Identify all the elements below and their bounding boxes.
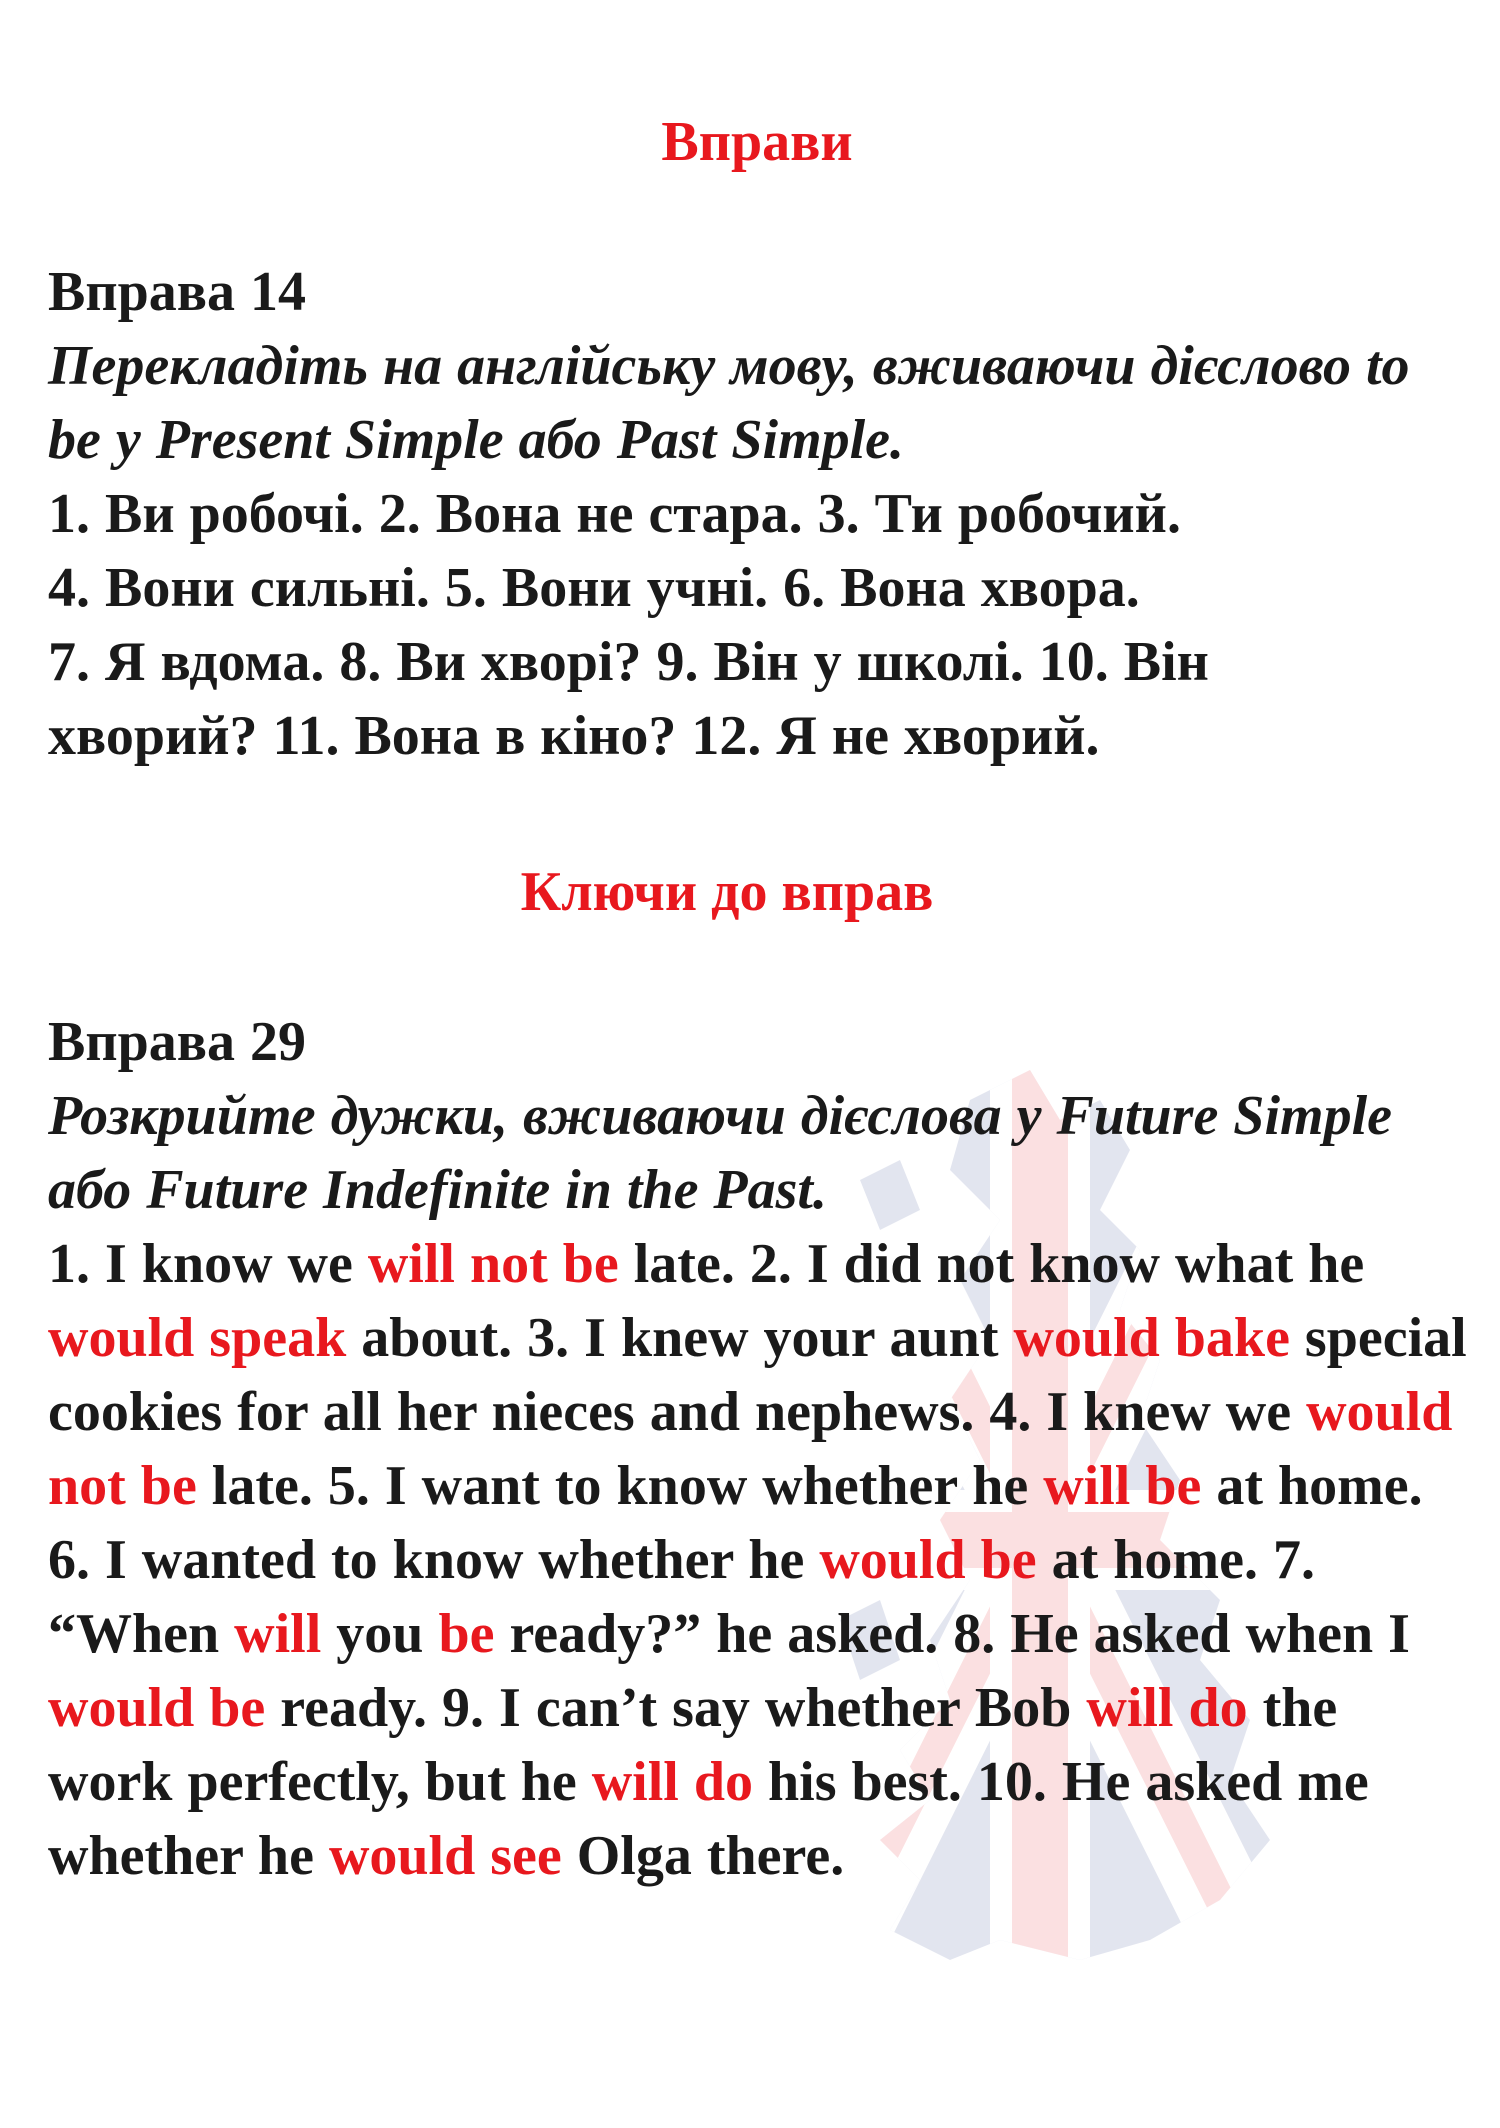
answer-verb-highlight: would bake: [1013, 1307, 1290, 1369]
exercise-29-instruction: Розкрийте дужки, вживаючи дієслова у Future Simple або Future Indefinite in the Past.: [48, 1085, 1392, 1221]
answer-text: ready. 9. I can’t say whether Bob: [265, 1677, 1087, 1739]
exercise-14-instruction: Перекладіть на англійську мову, вживаючи дієслово to be у Present Simple або Past Simple.: [48, 335, 1410, 471]
exercise-14-line: 4. Вони сильні. 5. Вони учні. 6. Вона хвора.: [48, 557, 1140, 619]
answer-verb-highlight: will do: [1086, 1677, 1248, 1739]
exercise-29: [48, 1005, 1468, 1893]
answer-verb-highlight: will not be: [367, 1233, 619, 1295]
page-title: Вправи: [661, 111, 853, 173]
exercise-14-title: Вправа 14: [48, 261, 307, 323]
exercise-14-line: 1. Ви робочі. 2. Вона не стара. 3. Ти робочий.: [48, 483, 1181, 545]
exercise-29-title: Вправа 29: [48, 1011, 307, 1073]
answer-text: special cookies for all her nieces and nephews. 4. I knew we: [48, 1307, 1467, 1443]
answer-text: you: [321, 1603, 439, 1665]
exercise-14-line: хворий? 11. Вона в кіно? 12. Я не хворий.: [48, 705, 1100, 767]
exercise-14: [48, 255, 1468, 773]
answer-verb-highlight: would speak: [48, 1307, 347, 1369]
answer-verb-highlight: will be: [1043, 1455, 1202, 1517]
answer-verb-highlight: would not be: [48, 1381, 1453, 1517]
answer-verb-highlight: would see: [328, 1825, 562, 1887]
answer-text: at home. 6. I wanted to know whether he: [48, 1455, 1423, 1591]
exercise-29-answers: [48, 1227, 1468, 1893]
answer-verb-highlight: would be: [48, 1677, 266, 1739]
answer-text: the work perfectly, but he: [48, 1677, 1338, 1813]
exercise-14-line: 7. Я вдома. 8. Ви хворі? 9. Він у школі. 10. Він: [48, 631, 1209, 693]
answer-text: Olga there.: [561, 1825, 845, 1887]
answer-text: late. 5. I want to know whether he: [196, 1455, 1044, 1517]
answer-text: at home. 7. “When: [48, 1529, 1315, 1665]
answer-text: his best. 10. He asked me whether he: [48, 1751, 1369, 1887]
answer-text: late. 2. I did not know what he: [618, 1233, 1365, 1295]
answer-verb-highlight: would be: [819, 1529, 1037, 1591]
answer-verb-highlight: be: [438, 1603, 495, 1665]
answer-verb-highlight: will do: [591, 1751, 753, 1813]
answer-text: ready?” he asked. 8. He asked when I: [494, 1603, 1410, 1665]
keys-heading: Ключи до вправ: [520, 861, 934, 923]
answer-text: 1. I know we: [48, 1233, 368, 1295]
answer-verb-highlight: will: [234, 1603, 322, 1665]
answer-text: about. 3. I knew your aunt: [346, 1307, 1014, 1369]
